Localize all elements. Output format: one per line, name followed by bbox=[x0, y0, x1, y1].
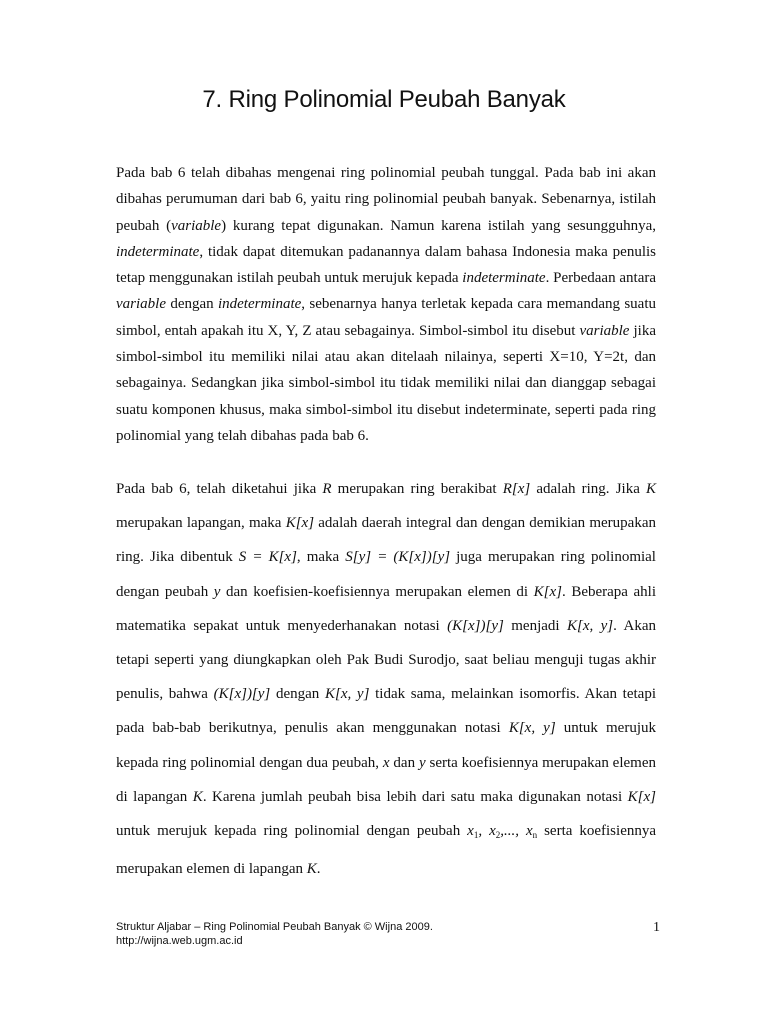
text-run: , sebenarnya hanya terletak kepada cara memandang suatu simbol, entah apakah itu X, Y, Z atau sebagainya. Simbol-simbol itu disebut bbox=[116, 296, 656, 339]
subscript: n bbox=[532, 830, 538, 841]
math-expression: K bbox=[192, 788, 203, 805]
math-expression: R bbox=[322, 481, 332, 497]
math-expression: K[x] bbox=[285, 515, 315, 532]
math-expression: K[x] bbox=[627, 788, 656, 805]
text-run: dan bbox=[389, 754, 419, 771]
text-run: jika simbol-simbol itu memiliki nilai atau akan ditelaah nilainya, seperti X=10, Y=2t, dan sebagainya. Sedangkan jika simbol-simbol itu tidak memiliki nilai dan dianggap sebagai suatu komponen khusus, maka simbol-simbol itu disebut indeterminate, seperti pada ring polinomial yang telah dibahas pada bab 6. bbox=[116, 322, 656, 444]
emphasis-term: indeterminate bbox=[116, 243, 200, 260]
text-run: , tidak dapat ditemukan padanannya dalam bahasa Indonesia maka penulis tetap menggunakan istilah peubah untuk merujuk kepada bbox=[116, 243, 656, 287]
text-run: . Karena jumlah peubah bisa lebih dari satu maka digunakan notasi bbox=[202, 788, 628, 805]
text-run: . Beberapa ahli matematika sepakat untuk menyederhanakan notasi bbox=[116, 583, 657, 634]
text-run: serta koefisiennya merupakan elemen di lapangan bbox=[116, 754, 656, 805]
emphasis-term: indeterminate bbox=[217, 296, 302, 313]
math-expression: S[y] = (K[x])[y] bbox=[345, 549, 451, 566]
text-run: dengan bbox=[270, 686, 325, 703]
math-expression: (K[x])[y] bbox=[213, 686, 271, 703]
text-run: . bbox=[316, 861, 321, 878]
math-expression: K[x, y] bbox=[324, 686, 370, 703]
text-run: Pada bab 6, telah diketahui jika bbox=[116, 481, 323, 497]
text-run: . Akan tetapi seperti yang diungkapkan oleh Pak Budi Surodjo, saat beliau menguji tugas akhir penulis, bahwa bbox=[116, 617, 656, 703]
text-run: dengan bbox=[166, 296, 218, 313]
footer-url: http://wijna.web.ugm.ac.id bbox=[116, 935, 243, 947]
math-expression: K bbox=[306, 861, 317, 878]
variable-symbol: x bbox=[467, 823, 474, 840]
text-run: Pada bab 6 telah dibahas mengenai ring polinomial peubah tunggal. Pada bab ini akan dibahas perumuman dari bab 6, yaitu ring polinomial peubah banyak. Sebenarnya, istilah peubah ( bbox=[116, 165, 656, 234]
math-expression: K[x, y] bbox=[566, 617, 614, 634]
text-run: untuk merujuk kepada ring polinomial dengan peubah bbox=[116, 823, 468, 840]
text-run: dan koefisien-koefisiennya merupakan elemen di bbox=[220, 583, 534, 600]
math-expression bbox=[467, 823, 537, 839]
text-run: tidak sama, melainkan isomorfis. Akan tetapi pada bab-bab berikutnya, penulis akan menggunakan notasi bbox=[116, 686, 656, 737]
math-expression: y bbox=[213, 583, 221, 600]
math-expression: (K[x])[y] bbox=[447, 617, 504, 634]
math-expression: x bbox=[382, 754, 390, 771]
text-run: adalah ring. Jika bbox=[530, 481, 646, 497]
text-run: adalah daerah integral dan dengan demikian merupakan ring. Jika dibentuk bbox=[116, 515, 656, 566]
variable-symbol: x bbox=[489, 823, 496, 840]
text-run: serta koefisiennya merupakan elemen di lapangan bbox=[116, 823, 657, 878]
math-expression: R[x] bbox=[502, 481, 531, 497]
subscript: 1 bbox=[473, 830, 479, 841]
text-run: . Perbedaan antara bbox=[545, 270, 656, 287]
subscript: 2 bbox=[495, 830, 501, 841]
math-expression: K[x] bbox=[533, 583, 563, 600]
math-expression: S = K[x] bbox=[238, 549, 297, 566]
page-number: 1 bbox=[653, 920, 660, 935]
emphasis-term: variable bbox=[171, 217, 222, 234]
page-footer bbox=[116, 920, 433, 948]
emphasis-term: variable bbox=[116, 296, 166, 313]
text-run: merupakan lapangan, maka bbox=[116, 515, 286, 532]
separator: , bbox=[478, 823, 490, 840]
text-run: untuk merujuk kepada ring polinomial dengan dua peubah, bbox=[116, 720, 657, 771]
page-title: 7. Ring Polinomial Peubah Banyak bbox=[202, 86, 566, 113]
text-run: menjadi bbox=[503, 617, 567, 634]
text-run: , maka bbox=[296, 549, 346, 566]
footer-copyright: Struktur Aljabar – Ring Polinomial Peubah Banyak © Wijna 2009. bbox=[116, 921, 433, 933]
variable-symbol: x bbox=[525, 823, 533, 840]
emphasis-term: indeterminate bbox=[462, 270, 546, 287]
text-run: merupakan ring berakibat bbox=[331, 481, 503, 497]
math-expression: K[x, y] bbox=[508, 720, 556, 737]
separator: ,..., bbox=[500, 823, 526, 840]
emphasis-term: variable bbox=[579, 322, 630, 339]
math-expression: y bbox=[418, 754, 426, 771]
paragraph-intro bbox=[116, 160, 656, 449]
math-expression: K bbox=[646, 481, 657, 497]
text-run: ) kurang tepat digunakan. Namun karena istilah yang sesungguhnya, bbox=[221, 217, 656, 234]
paragraph-notation bbox=[116, 472, 656, 886]
text-run: juga merupakan ring polinomial dengan peubah bbox=[116, 549, 656, 600]
